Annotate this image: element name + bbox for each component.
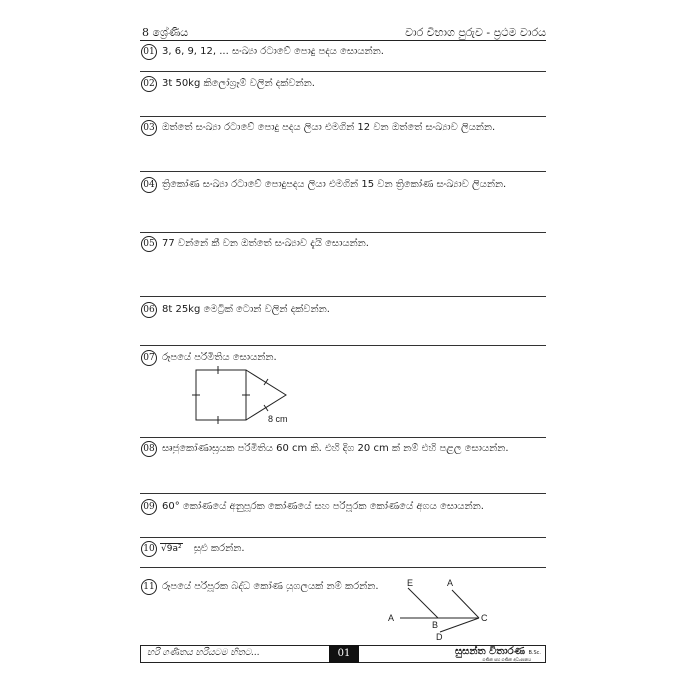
answer-divider (140, 437, 546, 438)
line-E-B (408, 588, 438, 618)
point-label-C: C (481, 613, 488, 623)
answer-divider (140, 537, 546, 538)
page-footer (140, 645, 546, 663)
question-text: 8t 25kg මෙට්‍රික් ටොන් වලින් දක්වන්න. (162, 304, 330, 315)
point-label-D: D (436, 632, 443, 642)
question-number: 05 (141, 236, 157, 252)
angle-figure (380, 574, 500, 644)
answer-divider (140, 493, 546, 494)
line-D-C (440, 618, 479, 632)
question-text: 3t 50kg කිලෝග්‍රෑම් වලින් දක්වන්න. (162, 78, 315, 89)
triangle-shape (246, 370, 286, 420)
question-number: 10 (141, 541, 157, 557)
answer-divider (140, 232, 546, 233)
point-label-B: B (432, 620, 439, 630)
question-number: 01 (141, 44, 157, 60)
question-text: ත්‍රිකෝණ සංඛ්‍යා රටාවේ පොදුපදය ලියා එමගින් 15 වන ත්‍රිකෝණ සංඛ්‍යාව ලියන්න. (162, 179, 507, 190)
question-number: 02 (141, 76, 157, 92)
question-number: 07 (141, 350, 157, 366)
paper-title: වාර විභාග පුරුව - ප්‍රථම වාරය (405, 26, 546, 39)
point-label-A-left: A (388, 613, 395, 623)
grade-label: 8 ශ්‍රේණිය (142, 26, 189, 39)
question-text-row (160, 543, 245, 554)
question-text: 60° කෝණයේ අනුපූරක කෝණයේ සහ පරිපූරක කෝණයේ අගය සොයන්න. (162, 501, 484, 512)
question-number: 06 (141, 302, 157, 318)
question-text: ඔත්තේ සංඛ්‍යා රටාවේ පොදු පදය ලියා එමගින් 12 වන ඔත්තේ සංඛ්‍යාව ලියන්න. (162, 122, 496, 133)
header-divider (140, 40, 546, 41)
answer-divider (140, 296, 546, 297)
answer-divider (140, 116, 546, 117)
question-number: 09 (141, 499, 157, 515)
question-number: 03 (141, 120, 157, 136)
point-label-A-top: A (447, 578, 454, 588)
perimeter-figure (190, 364, 300, 428)
question-text: රූපයේ පරිපූරක බද්ධ කෝණ යුගලයක් නම් කරන්න. (162, 581, 379, 592)
question-text: 3, 6, 9, 12, ... සංඛ්‍යා රටාවේ පොදු පදය සොයන්න. (162, 46, 384, 57)
question-number: 04 (141, 177, 157, 193)
sqrt-expression: √9a² (161, 544, 182, 554)
side-length-label: 8 cm (268, 414, 288, 424)
brand-degree: B.Sc. (528, 650, 541, 656)
question-text: සෘජුකෝණාස්‍රයක පරිමිතිය 60 cm කි. එහි දිග 20 cm ක් නම් එහි පළල සොයන්න. (162, 443, 509, 454)
point-label-E: E (407, 578, 414, 588)
answer-divider (140, 345, 546, 346)
answer-divider (140, 567, 546, 568)
brand-name (455, 646, 541, 657)
square-shape (196, 370, 246, 420)
brand-title: සුසන්ත විතාරණ (454, 646, 525, 657)
question-text: සුළු කරන්න. (193, 543, 245, 554)
answer-divider (140, 171, 546, 172)
page-number: 01 (329, 645, 359, 663)
brand-subtitle: ගණිත සහ ගණිත අධ්‍යාපනය (482, 657, 531, 662)
answer-divider (140, 71, 546, 72)
line-A-C (452, 590, 479, 618)
question-text: 77 වන්නේ කී වන ඔත්තේ සංඛ්‍යාව දැයි සොයන්න. (162, 238, 369, 249)
footer-motto: හරි ගණිතය හරියටම හිතට... (147, 648, 260, 658)
question-text: රූපයේ පරිමිතිය සොයන්න. (162, 352, 277, 363)
question-number: 08 (141, 441, 157, 457)
question-number: 11 (141, 579, 157, 595)
